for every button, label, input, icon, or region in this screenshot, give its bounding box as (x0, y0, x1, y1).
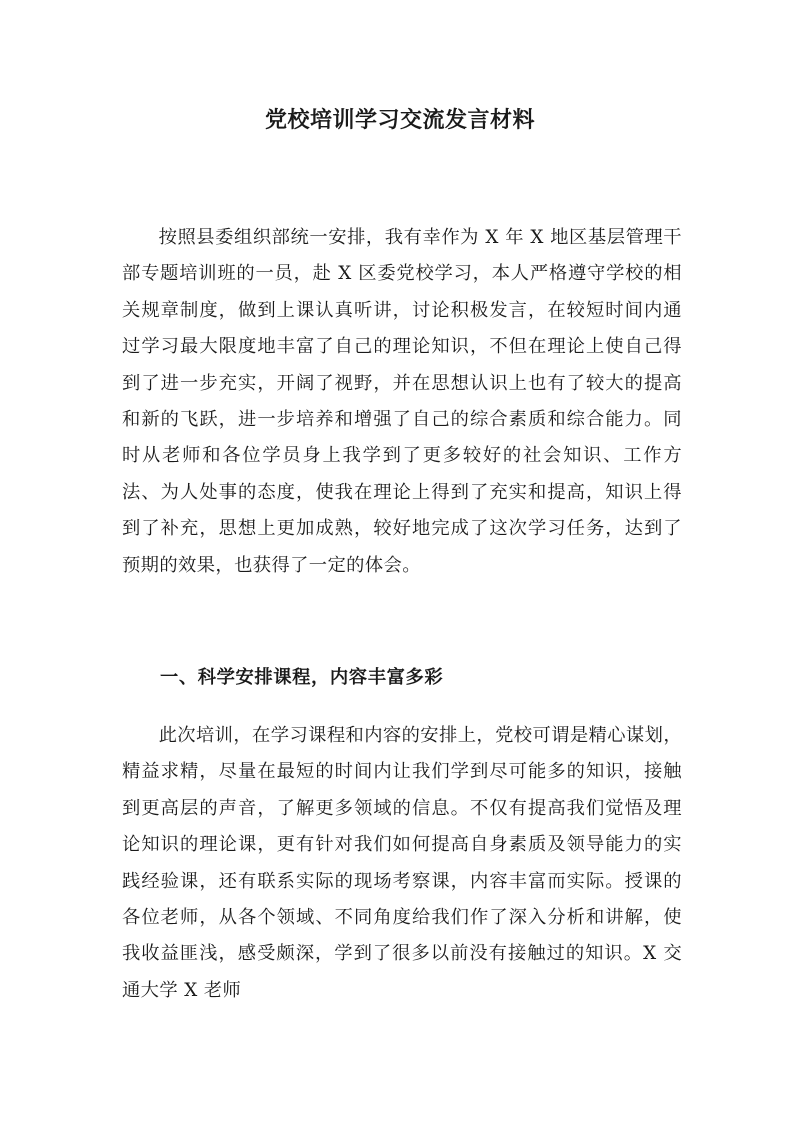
section-paragraph: 此次培训，在学习课程和内容的安排上，党校可谓是精心谋划，精益求精，尽量在最短的时间内让我们学到尽可能多的知识，接触到更高层的声音，了解更多领域的信息。不仅有提高我们觉悟及理论知识的理论课，更有针对我们如何提高自身素质及领导能力的实践经验课，还有联系实际的现场考察课，内容丰富而实际。授课的各位老师，从各个领域、不同角度给我们作了深入分析和讲解，使我收益匪浅，感受颇深，学到了很多以前没有接触过的知识。X 交通大学 X 老师 (122, 725, 682, 1001)
intro-paragraph: 按照县委组织部统一安排，我有幸作为 X 年 X 地区基层管理干部专题培训班的一员，赴 X 区委党校学习，本人严格遵守学校的相关规章制度，做到上课认真听讲，讨论积极发言，在较短时间内通过学习最大限度地丰富了自己的理论知识，不但在理论上使自己得到了进一步充实，开阔了视野，并在思想认识上也有了较大的提高和新的飞跃，进一步培养和增强了自己的综合素质和综合能力。同时从老师和各位学员身上我学到了更多较好的社会知识、工作方法、为人处事的态度，使我在理论上得到了充实和提高，知识上得到了补充，思想上更加成熟，较好地完成了这次学习任务，达到了预期的效果，也获得了一定的体会。 (122, 227, 682, 576)
section-heading: 一、科学安排课程，内容丰富多彩 (160, 667, 444, 688)
document-title: 党校培训学习交流发言材料 (264, 108, 535, 133)
